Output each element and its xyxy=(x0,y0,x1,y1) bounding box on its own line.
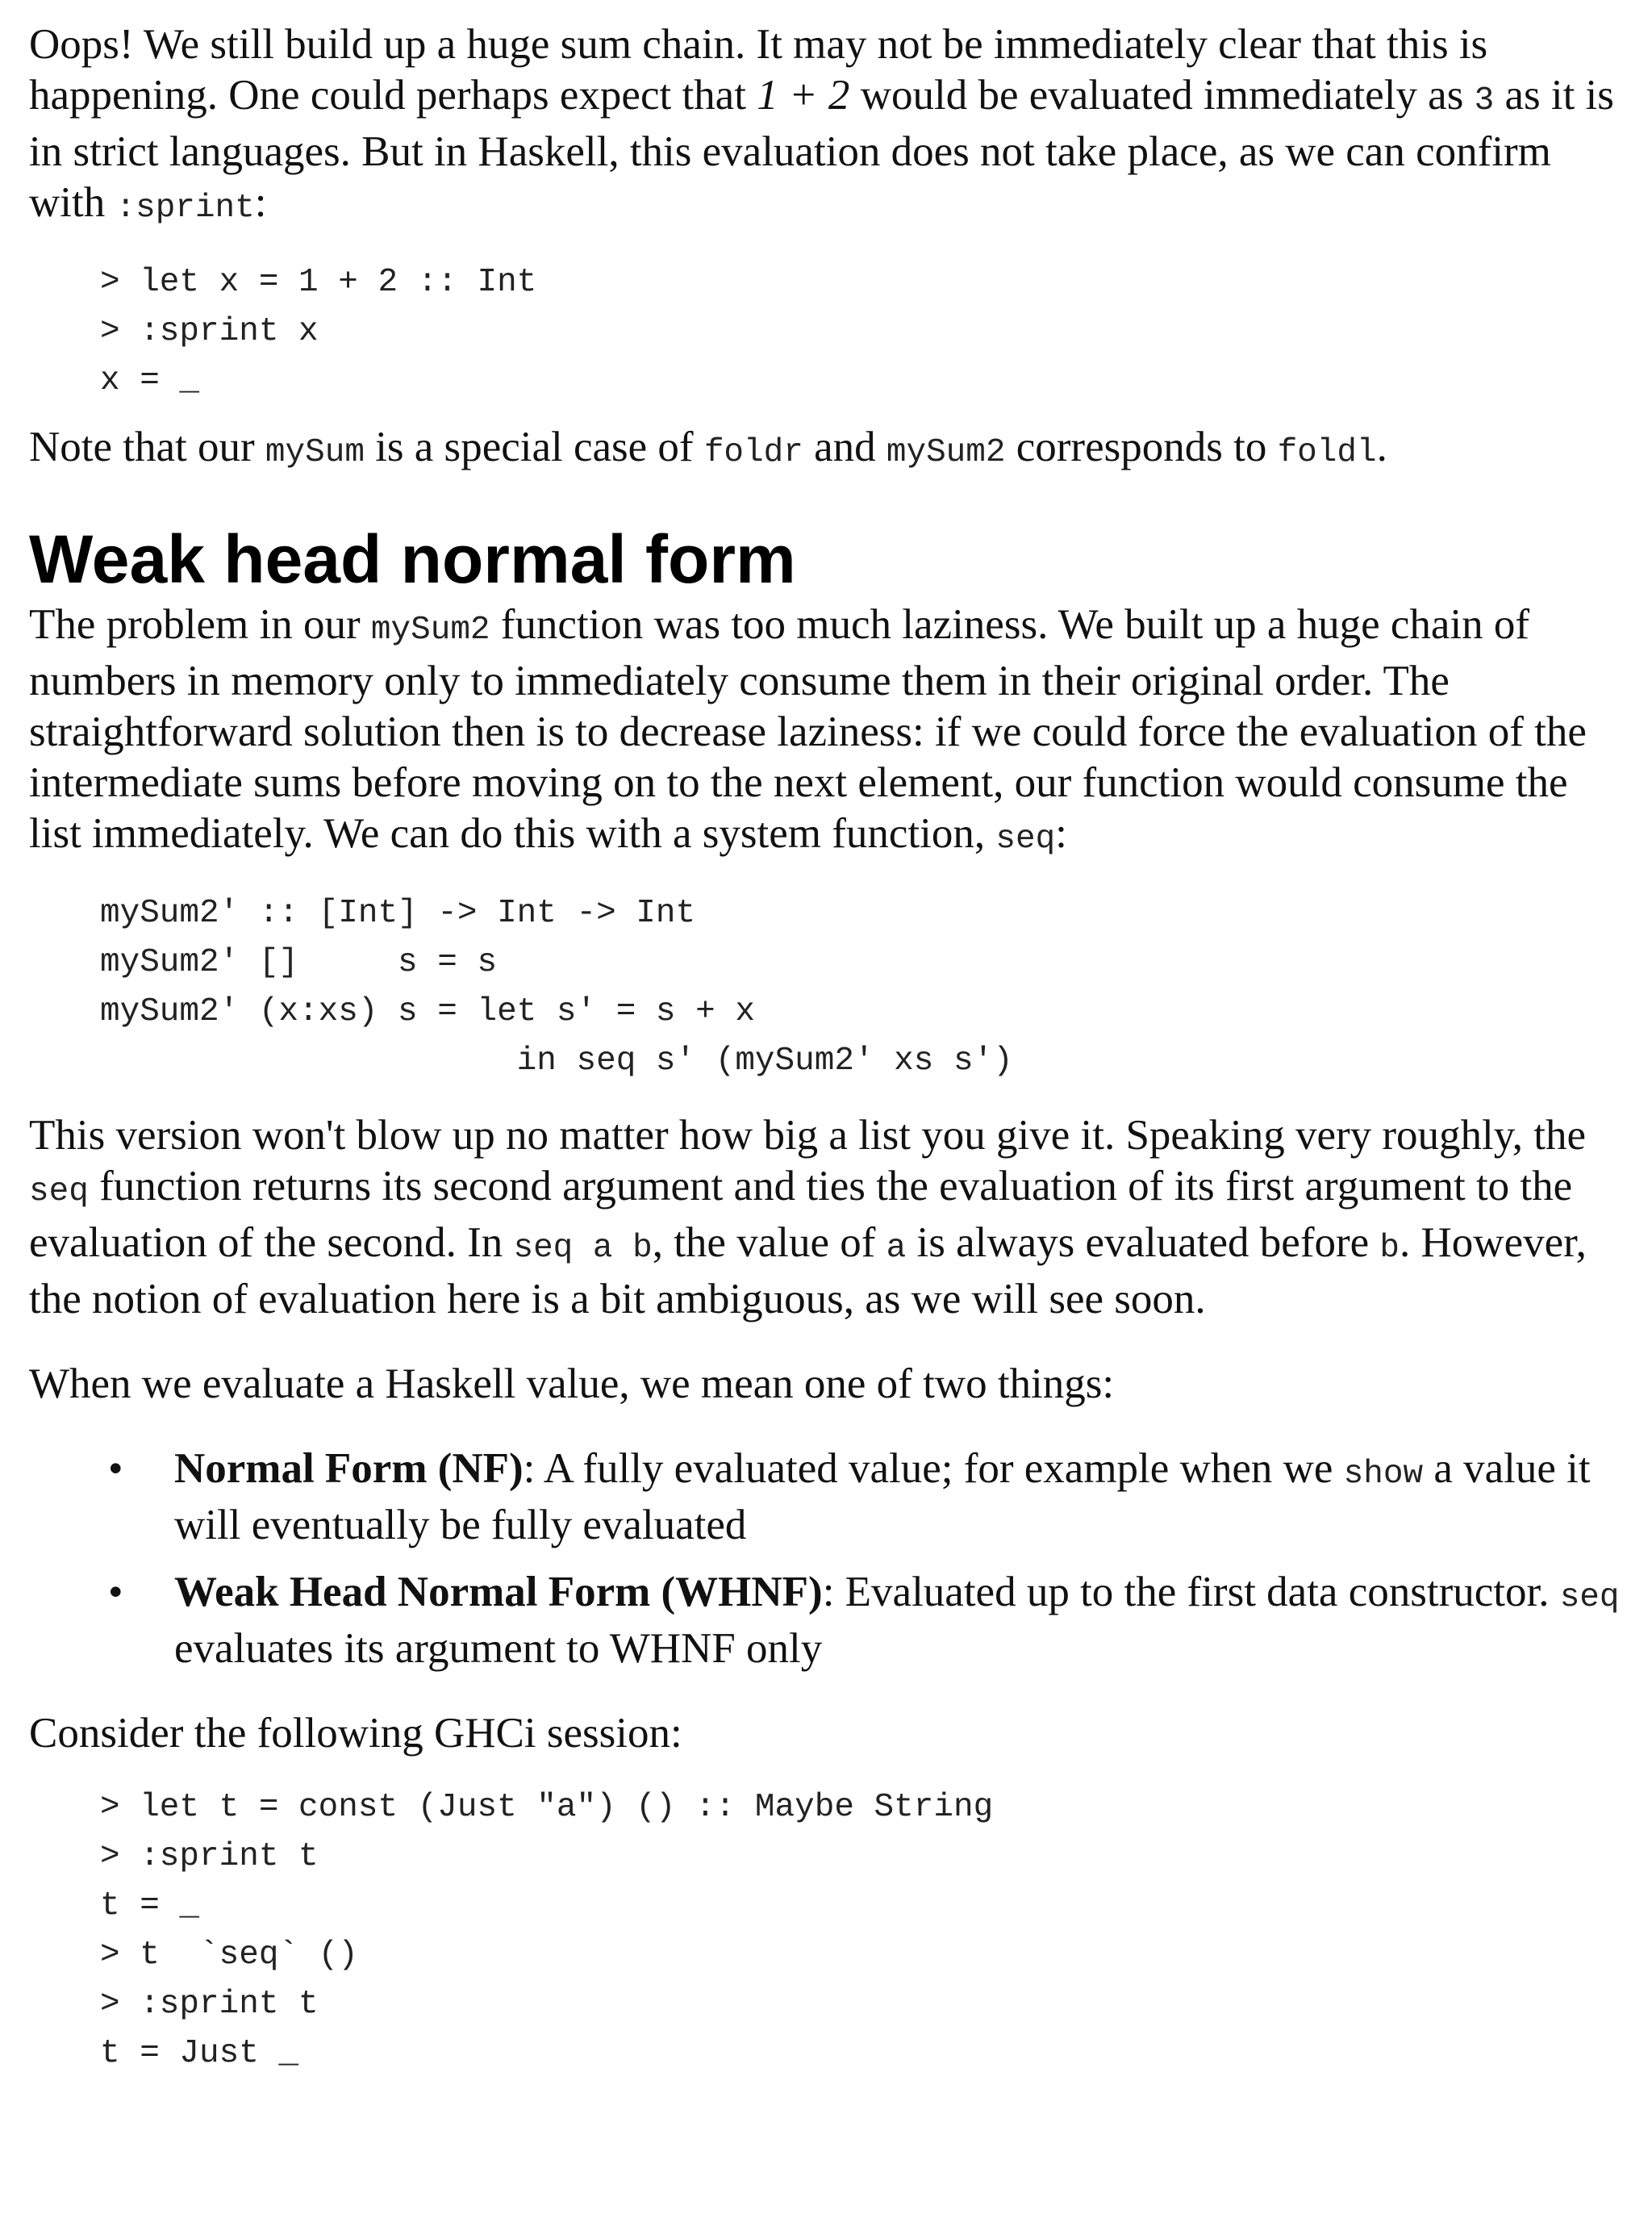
section-heading: Weak head normal form xyxy=(29,521,796,597)
mysum2-prime-code-block: mySum2' :: [Int] -> Int -> Int mySum2' [] s = s mySum2' (x:xs) s = let s' = s + x in seq s' (mySum2' xs s') xyxy=(100,895,1013,1080)
problem-mysum2-code: mySum2 xyxy=(370,612,490,649)
ghci-session-intro-paragraph: Consider the following GHCi session: xyxy=(29,1710,682,1757)
note-foldl-code: foldl xyxy=(1277,434,1377,471)
ghci-session-code-block: > let t = const (Just "a") () :: Maybe String > :sprint t t = _ > t `seq` () > :sprint t t = Just _ xyxy=(100,1789,994,2072)
problem-seq-code: seq xyxy=(995,821,1056,858)
normal-form-term: Normal Form (NF) xyxy=(174,1445,524,1492)
whnf-text-1: : Evaluated up to the first data constructor. xyxy=(822,1569,1560,1615)
bullet-marker: • xyxy=(108,1569,123,1615)
note-text-3: and xyxy=(803,424,886,470)
bullet-marker: • xyxy=(108,1445,123,1492)
version-text-2: function returns its second argument and ties the evaluation of its first argument to the evaluation of the second. In xyxy=(29,1163,1573,1266)
intro-text-4: : xyxy=(254,179,267,226)
document-page xyxy=(29,19,1630,2079)
note-text-5: . xyxy=(1376,424,1387,470)
evaluation-forms-list xyxy=(29,1444,1630,1674)
intro-text-2: would be evaluated immediately as xyxy=(849,72,1475,119)
normal-form-show-code: show xyxy=(1343,1456,1424,1493)
intro-sprint-code: :sprint xyxy=(115,190,255,227)
note-mysum2-code: mySum2 xyxy=(886,434,1006,471)
version-text-4: is always evaluated before xyxy=(906,1219,1380,1266)
version-seq-code: seq xyxy=(29,1173,89,1210)
note-mysum-code: mySum xyxy=(265,434,365,471)
whnf-term: Weak Head Normal Form (WHNF) xyxy=(174,1569,823,1615)
list-item-normal-form xyxy=(29,1444,1630,1551)
version-paragraph xyxy=(29,1110,1630,1325)
version-seq-a-b-code: seq a b xyxy=(513,1230,653,1267)
version-a-code: a xyxy=(886,1230,907,1267)
problem-text-1: The problem in our xyxy=(29,601,371,648)
note-text-4: corresponds to xyxy=(1005,424,1278,470)
intro-paragraph xyxy=(29,19,1630,234)
version-text-5: . However, the notion of evaluation here is a bit ambiguous, as we will see soon. xyxy=(29,1219,1587,1322)
evaluation-intro-paragraph: When we evaluate a Haskell value, we mean one of two things: xyxy=(29,1360,1115,1407)
note-text-2: is a special case of xyxy=(364,424,704,470)
whnf-text-2: evaluates its argument to WHNF only xyxy=(174,1625,823,1672)
list-item-whnf xyxy=(29,1567,1630,1674)
normal-form-text-2: a value it will eventually be fully evaluated xyxy=(174,1445,1591,1548)
ghci-sprint-code-block: > let x = 1 + 2 :: Int > :sprint x x = _ xyxy=(100,264,537,399)
problem-text-2: function was too much laziness. We built up a huge chain of numbers in memory only to immediately consume them in their original order. The straightforward solution then is to decrease laziness: if we could force the evaluation of the intermediate sums before moving on to the next element, our function would consume the list immediately. We can do this with a system function, xyxy=(29,601,1587,857)
fold-note-paragraph xyxy=(29,422,1630,478)
problem-text-3: : xyxy=(1055,810,1067,857)
version-text-1: This version won't blow up no matter how big a list you give it. Speaking very roughly, the xyxy=(29,1112,1587,1159)
problem-paragraph xyxy=(29,600,1630,865)
normal-form-text-1: : A fully evaluated value; for example when we xyxy=(523,1445,1344,1492)
version-b-code: b xyxy=(1379,1230,1400,1267)
note-text-1: Note that our xyxy=(29,424,265,470)
note-foldr-code: foldr xyxy=(703,434,803,471)
intro-text-1: Oops! We still build up a huge sum chain. It may not be immediately clear that this is happening. One could perhaps expect that xyxy=(29,21,1488,119)
whnf-seq-code: seq xyxy=(1559,1579,1620,1616)
intro-expression: 1 + 2 xyxy=(757,72,850,119)
intro-value-code: 3 xyxy=(1474,82,1495,119)
version-text-3: , the value of xyxy=(652,1219,886,1266)
intro-text-3: as it is in strict languages. But in Haskell, this evaluation does not take place, as we can confirm with xyxy=(29,72,1614,226)
